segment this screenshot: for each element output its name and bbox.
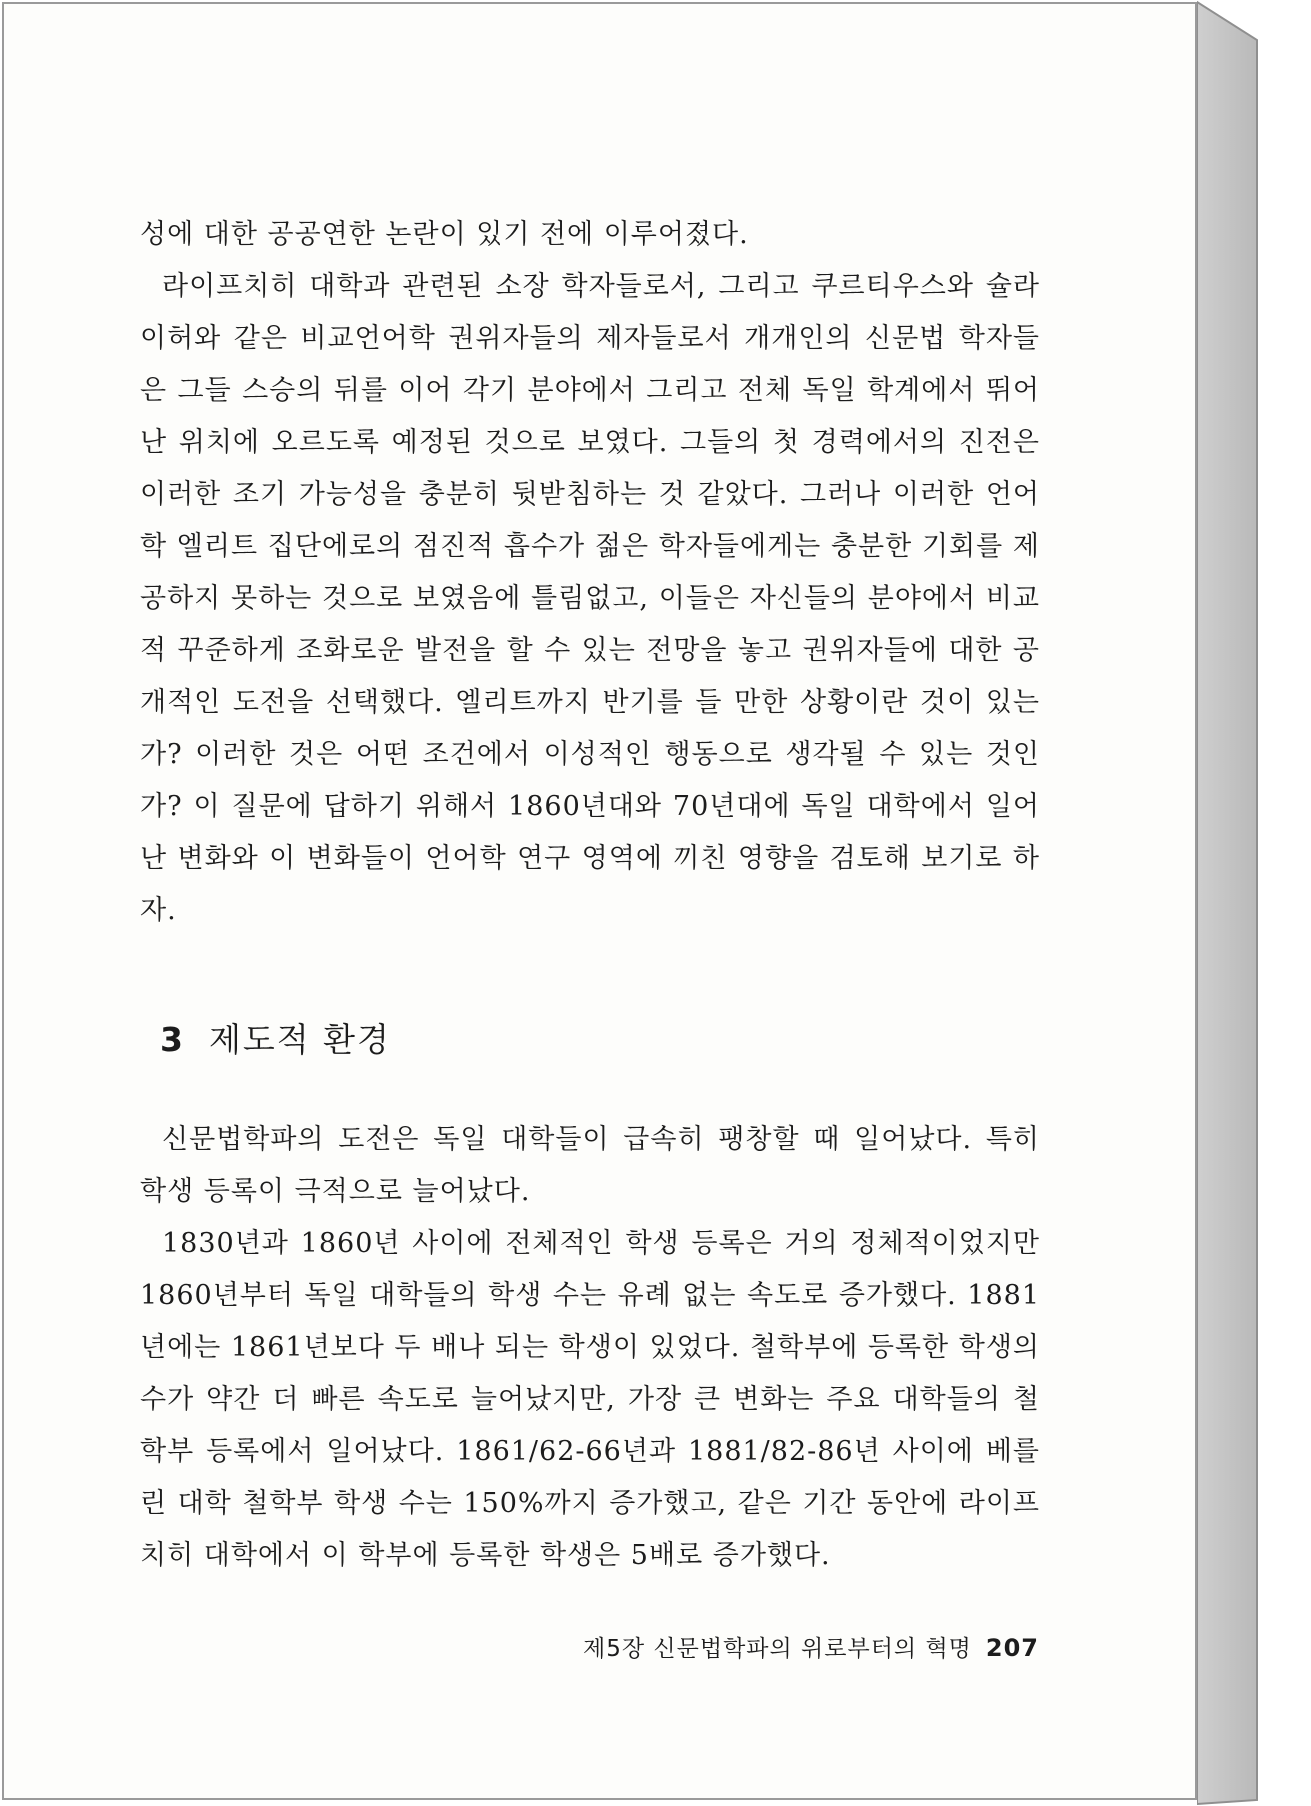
page-number: 207 [985, 1634, 1039, 1662]
book-page [2, 2, 1197, 1800]
section-title: 제도적 환경 [208, 1020, 391, 1059]
paragraph-continuation: 성에 대한 공공연한 논란이 있기 전에 이루어졌다. [140, 219, 749, 250]
paragraph: 신문법학파의 도전은 독일 대학들이 급속히 팽창할 때 일어났다. 특히 학생 등록이 극적으로 늘어났다. [140, 1124, 1040, 1207]
section-body-text [140, 1114, 1040, 1582]
section-heading [160, 1014, 391, 1061]
book-thickness [1197, 0, 1297, 1806]
running-title: 제5장 신문법학파의 위로부터의 혁명 [583, 1636, 972, 1662]
paragraph: 1830년과 1860년 사이에 전체적인 학생 등록은 거의 정체적이었지만 1860년부터 독일 대학들의 학생 수는 유례 없는 속도로 증가했다. 1881년에는 1861년보다 두 배나 되는 학생이 있었다. 철학부에 등록한 학생의 수가 약간 더 빠른 속도로 늘어났지만, 가장 큰 변화는 주요 대학들의 철학부 등록에서 일어났다. 1861/62-66년과 1881/82-86년 사이에 베를린 대학 철학부 학생 수는 150%까지 증가했고, 같은 기간 동안에 라이프치히 대학에서 이 학부에 등록한 학생은 5배로 증가했다. [140, 1228, 1040, 1571]
page-footer [579, 1630, 1039, 1663]
section-number: 3 [160, 1020, 185, 1059]
body-text [140, 209, 1040, 937]
paragraph: 라이프치히 대학과 관련된 소장 학자들로서, 그리고 쿠르티우스와 슐라이허와 같은 비교언어학 권위자들의 제자들로서 개개인의 신문법 학자들은 그들 스승의 뒤를 이어 각기 분야에서 그리고 전체 독일 학계에서 뛰어난 위치에 오르도록 예정된 것으로 보였다. 그들의 첫 경력에서의 진전은 이러한 조기 가능성을 충분히 뒷받침하는 것 같았다. 그러나 이러한 언어학 엘리트 집단에로의 점진적 흡수가 젊은 학자들에게는 충분한 기회를 제공하지 못하는 것으로 보였음에 틀림없고, 이들은 자신들의 분야에서 비교적 꾸준하게 조화로운 발전을 할 수 있는 전망을 놓고 권위자들에 대한 공개적인 도전을 선택했다. 엘리트까지 반기를 들 만한 상황이란 것이 있는가? 이러한 것은 어떤 조건에서 이성적인 행동으로 생각될 수 있는 것인가? 이 질문에 답하기 위해서 1860년대와 70년대에 독일 대학에서 일어난 변화와 이 변화들이 언어학 연구 영역에 끼친 영향을 검토해 보기로 하자. [140, 271, 1040, 926]
